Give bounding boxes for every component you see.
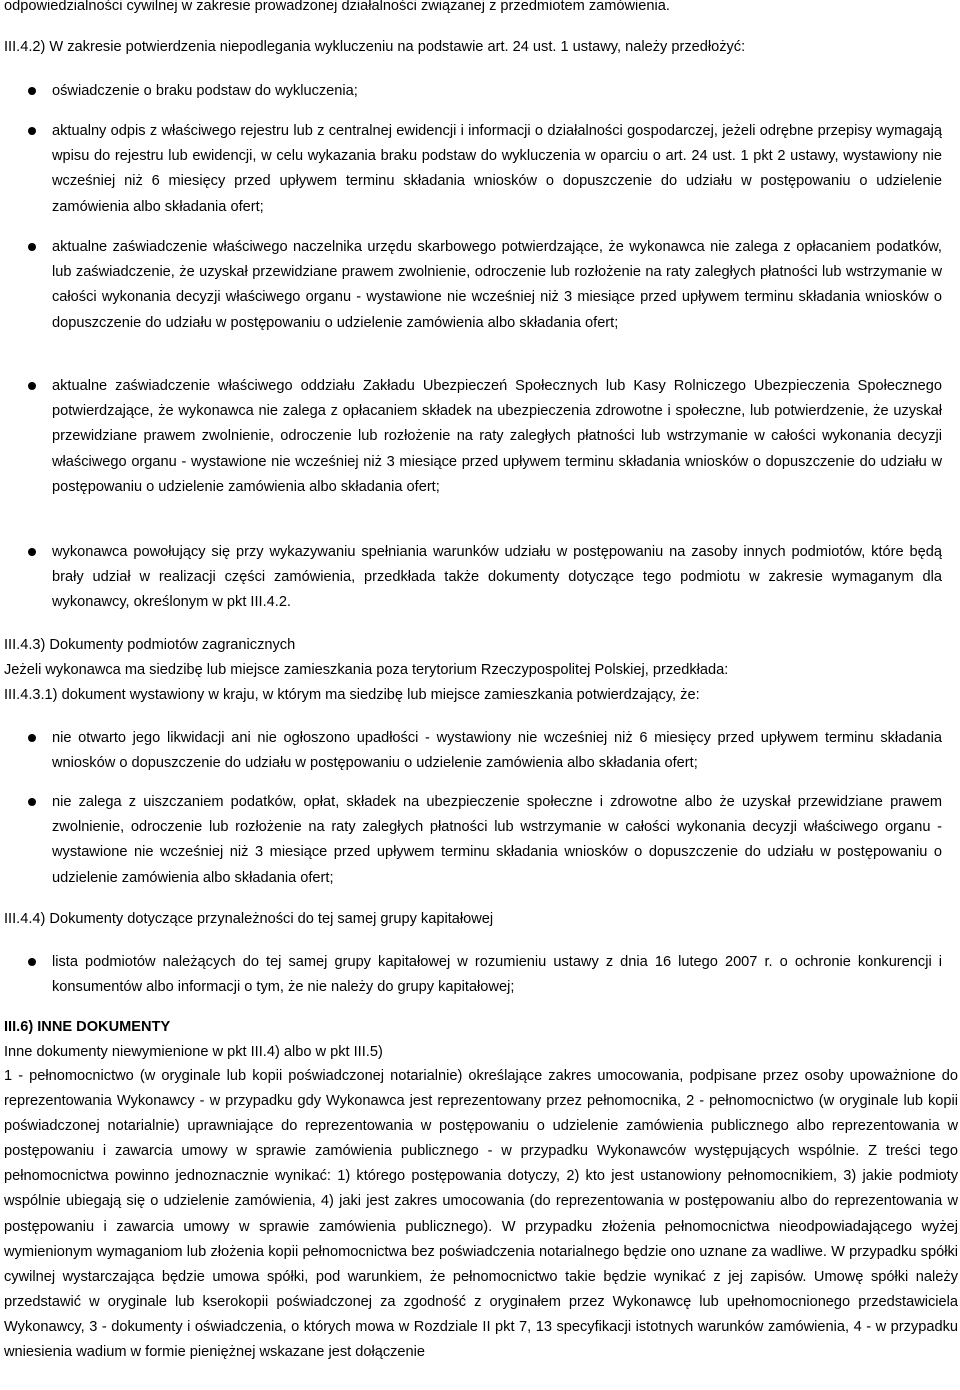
list-item-social-insurance-certificate: aktualne zaświadczenie właściwego oddziału Zakładu Ubezpieczeń Społecznych lub Kasy Rolniczego Ubezpieczenia Społecznego potwierdzające, że wykonawca nie zalega z opłacaniem składek na ubezpieczenia zdrowotne i społeczne, lub potwierdzenie, że uzyskał przewidziane prawem zwolnienie, odroczenie lub rozłożenie na raty zaległych płatności lub wstrzymanie w całości wykonania decyzji właściwego organu - wystawione nie wcześniej niż 3 miesiące przed upływem terminu składania wniosków o dopuszczenie do udziału w postępowaniu o udzielenie zamówienia albo składania ofert; <box>52 378 942 495</box>
bullet-icon <box>28 382 36 390</box>
section-heading-iii-4-4: III.4.4) Dokumenty dotyczące przynależności do tej samej grupy kapitałowej <box>4 911 494 927</box>
bullet-icon <box>28 127 36 135</box>
bullet-icon <box>28 243 36 251</box>
top-line: odpowiedzialności cywilnej w zakresie prowadzonej działalności związanej z przedmiotem zamówienia. <box>4 0 670 14</box>
bullet-icon <box>28 87 36 95</box>
bullet-icon <box>28 734 36 742</box>
list-item-capital-group-list: lista podmiotów należących do tej samej grupy kapitałowej w rozumieniu ustawy z dnia 16 lutego 2007 r. o ochronie konkurencji i konsumentów albo informacji o tym, że nie należy do grupy kapitałowej; <box>52 954 942 996</box>
section-iii-6-body: 1 - pełnomocnictwo (w oryginale lub kopii poświadczonej notarialnie) określające zakres umocowania, podpisane przez osoby upoważnione do reprezentowania Wykonawcy - w przypadku gdy Wykonawca jest reprezentowany przez pełnomocnika, 2 - pełnomocnictwo (w oryginale lub kopii poświadczonej notarialnie) uprawniające do reprezentowania w postępowaniu o udzielenie zamówienia publicznego albo reprezentowania w postępowaniu i zawarcia umowy w sprawie zamówienia publicznego - w przypadku Wykonawców występujących wspólnie. Z treści tego pełnomocnictwa powinno jednoznacznie wynikać: 1) którego postępowania dotyczy, 2) kto jest ustanowiony pełnomocnikiem, 3) jakie podmioty wspólnie ubiegają się o udzielenie zamówienia, 4) jaki jest zakres umocowania (do reprezentowania w postępowaniu albo do reprezentowania w postępowaniu i zawarcia umowy w sprawie zamówienia publicznego). W przypadku złożenia pełnomocnictwa nieodpowiadającego wyżej wymienionym wymaganiom lub złożenia kopii pełnomocnictwa bez poświadczenia notarialnego będzie ono uznane za wadliwe. W przypadku spółki cywilnej wystarczająca będzie umowa spółki, pod warunkiem, że pełnomocnictwo takie będzie wynikać z jej zapisów. Umowę spółki należy przedstawić w oryginale lub kserokopii poświadczonej za zgodność z oryginałem przez Wykonawcę lub upełnomocnionego przedstawiciela Wykonawcy, 3 - dokumenty i oświadczenia, o których mowa w Rozdziale II pkt 7, 13 specyfikacji istotnych warunków zamówienia, 4 - w przypadku wniesienia wadium w formie pieniężnej wskazane jest dołączenie <box>4 1068 958 1361</box>
section-iii-4-3-intro: Jeżeli wykonawca ma siedzibę lub miejsce zamieszkania poza terytorium Rzeczypospolitej Polskiej, przedkłada: <box>4 662 729 678</box>
bullet-icon <box>28 798 36 806</box>
section-iii-4-3-1-heading: III.4.3.1) dokument wystawiony w kraju, w którym ma siedzibę lub miejsce zamieszkania potwierdzający, że: <box>4 687 700 703</box>
bullet-icon <box>28 958 36 966</box>
section-heading-iii-4-2: III.4.2) W zakresie potwierdzenia niepodlegania wykluczeniu na podstawie art. 24 ust. 1 ustawy, należy przedłożyć: <box>4 39 746 55</box>
list-item-no-tax-arrears: nie zalega z uiszczaniem podatków, opłat, składek na ubezpieczenie społeczne i zdrowotne albo że uzyskał przewidziane prawem zwolnienie, odroczenie lub rozłożenie na raty zaległych płatności lub wstrzymanie w całości wykonania decyzji właściwego organu - wystawione nie wcześniej niż 3 miesiące przed upływem terminu składania wniosków o dopuszczenie do udziału w postępowaniu o udzielenie zamówienia albo składania ofert; <box>52 794 942 886</box>
list-item-registry-excerpt: aktualny odpis z właściwego rejestru lub z centralnej ewidencji i informacji o działalności gospodarczej, jeżeli odrębne przepisy wymagają wpisu do rejestru lub ewidencji, w celu wykazania braku podstaw do wykluczenia w oparciu o art. 24 ust. 1 pkt 2 ustawy, wystawiony nie wcześniej niż 6 miesięcy przed upływem terminu składania wniosków o dopuszczenie do udziału w postępowaniu o udzielenie zamówienia albo składania ofert; <box>52 123 942 215</box>
bullet-icon <box>28 548 36 556</box>
list-item-tax-certificate: aktualne zaświadczenie właściwego naczelnika urzędu skarbowego potwierdzające, że wykonawca nie zalega z opłacaniem podatków, lub zaświadczenie, że uzyskał przewidziane prawem zwolnienie, odroczenie lub rozłożenie na raty zaległych płatności lub wstrzymanie w całości wykonania decyzji właściwego organu - wystawione nie wcześniej niż 3 miesiące przed upływem terminu składania wniosków o dopuszczenie do udziału w postępowaniu o udzielenie zamówienia albo składania ofert; <box>52 239 942 331</box>
section-iii-6-subheading: Inne dokumenty niewymienione w pkt III.4) albo w pkt III.5) <box>4 1044 383 1060</box>
list-item-third-party-resources: wykonawca powołujący się przy wykazywaniu spełniania warunków udziału w postępowaniu na zasoby innych podmiotów, które będą brały udział w realizacji części zamówienia, przedkłada także dokumenty dotyczące tego podmiotu w zakresie wymaganym dla wykonawcy, określonym w pkt III.4.2. <box>52 544 942 611</box>
section-heading-iii-4-3: III.4.3) Dokumenty podmiotów zagranicznych <box>4 637 296 653</box>
list-item-no-grounds-statement: oświadczenie o braku podstaw do wykluczenia; <box>52 83 358 99</box>
list-item-no-liquidation: nie otwarto jego likwidacji ani nie ogłoszono upadłości - wystawiony nie wcześniej niż 6 miesięcy przed upływem terminu składania wniosków o dopuszczenie do udziału w postępowaniu o udzielenie zamówienia albo składania ofert; <box>52 730 942 772</box>
section-heading-iii-6: III.6) INNE DOKUMENTY <box>4 1019 171 1035</box>
